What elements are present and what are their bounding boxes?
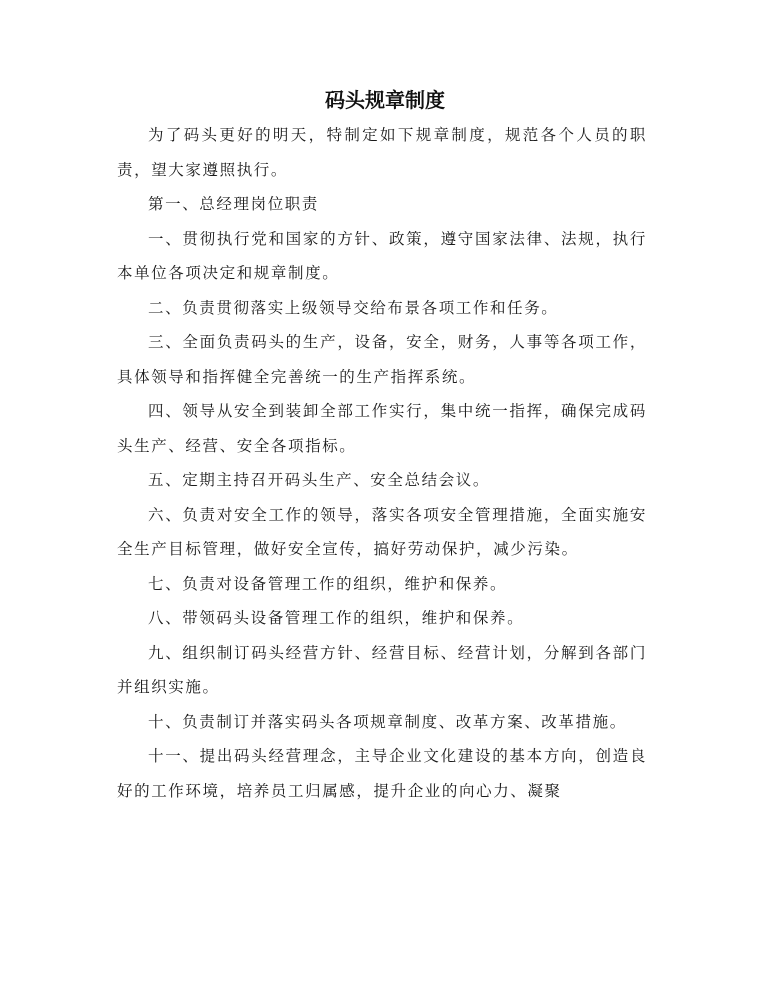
paragraph-item-10: 十、负责制订并落实码头各项规章制度、改革方案、改革措施。 <box>148 712 627 731</box>
paragraph-item-11: 十一、提出码头经营理念，主导企业文化建设的基本方向，创造良好的工作环境，培养员工归属感，提升企业的向心力、凝聚 <box>117 747 647 800</box>
paragraph-item-1: 一、贯彻执行党和国家的方针、政策，遵守国家法律、法规，执行本单位各项决定和规章制度。 <box>117 229 647 282</box>
paragraph-item-7: 七、负责对设备管理工作的组织，维护和保养。 <box>148 574 508 593</box>
paragraph-item-4: 四、领导从安全到装卸全部工作实行，集中统一指挥，确保完成码头生产、经营、安全各项指标。 <box>117 402 647 455</box>
paragraph-item-2: 二、负责贯彻落实上级领导交给布景各项工作和任务。 <box>148 298 559 317</box>
paragraph-item-6: 六、负责对安全工作的领导，落实各项安全管理措施，全面实施安全生产目标管理，做好安全宣传，搞好劳动保护，减少污染。 <box>117 505 647 558</box>
document-body <box>117 118 647 808</box>
paragraph-section-heading: 第一、总经理岗位职责 <box>148 195 320 213</box>
paragraph-item-5: 五、定期主持召开码头生产、安全总结会议。 <box>148 471 491 489</box>
paragraph-item-9: 九、组织制订码头经营方针、经营目标、经营计划，分解到各部门并组织实施。 <box>117 643 647 696</box>
paragraph-intro: 为了码头更好的明天，特制定如下规章制度，规范各个人员的职责，望大家遵照执行。 <box>117 126 647 179</box>
paragraph-item-8: 八、带领码头设备管理工作的组织，维护和保养。 <box>148 609 525 627</box>
paragraph-item-3: 三、全面负责码头的生产，设备，安全，财务，人事等各项工作，具体领导和指挥健全完善统一的生产指挥系统。 <box>117 333 647 386</box>
document-title: 码头规章制度 <box>325 88 445 112</box>
